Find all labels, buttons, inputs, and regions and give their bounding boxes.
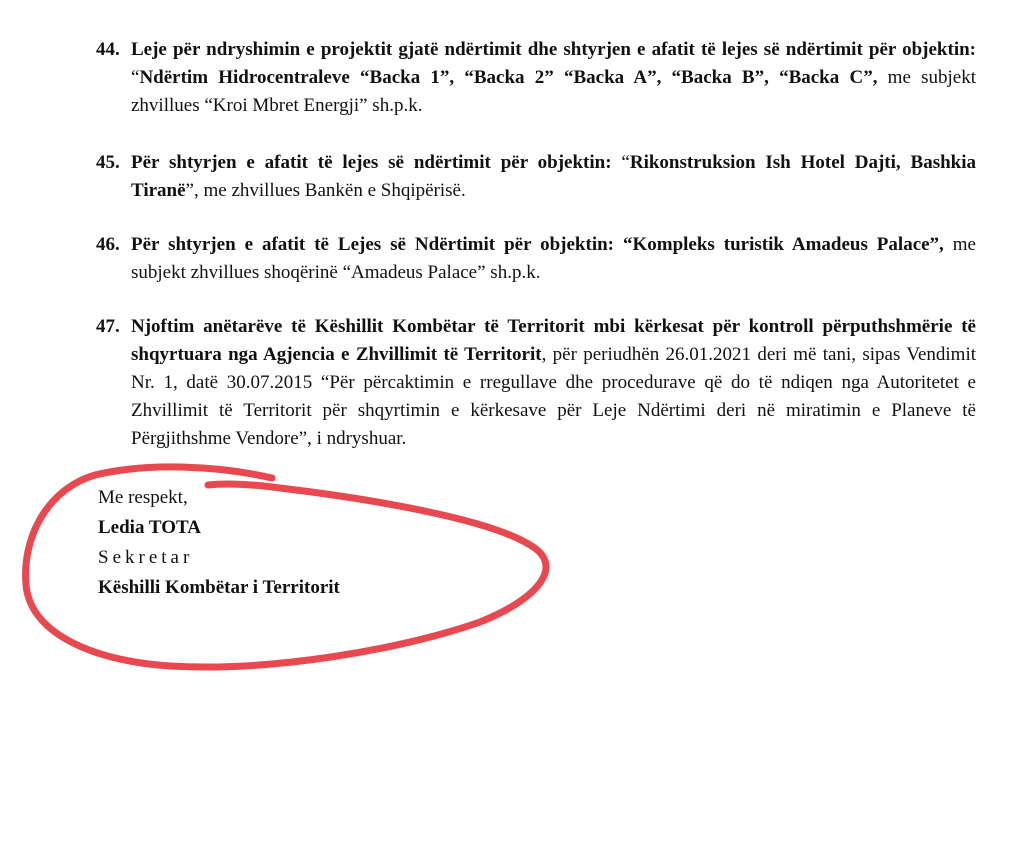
agenda-item-46 (96, 231, 976, 287)
item-text (131, 36, 976, 120)
item-text (131, 231, 976, 287)
item-number: 44. (96, 39, 120, 60)
closing-text: Me respekt, (98, 487, 188, 508)
item-text-regular: , për periudhën 26.01.2021 deri më tani, sipas Vendimit Nr. 1, datë 30.07.2015 “Për përcaktimin e rregullave dhe procedurave që do të ndiqen nga Autoritetet e Zhvillimit të Territorit për shqyrtimin e kërkesave për Leje Ndërtimi deri në miratimin e Planeve të Përgjithshme Vendore”, i ndryshuar. (131, 344, 976, 449)
item-text-bold: Për shtyrjen e afatit të Lejes së Ndërtimit për objektin: “Kompleks turistik Amadeus Palace”, (131, 234, 944, 255)
item-text-regular: “ (621, 152, 630, 173)
signatory-name: Ledia TOTA (98, 517, 201, 538)
item-text-bold: Njoftim anëtarëve të Këshillit Kombëtar të Territorit mbi kërkesat për kontroll përputhshmërie të shqyrtuara nga Agjencia e Zhvillimit të Territorit (131, 316, 976, 365)
item-text-bold: Rikonstruksion Ish Hotel Dajti, Bashkia Tiranë (131, 152, 977, 201)
signature-block (98, 483, 340, 603)
agenda-item-44 (96, 36, 976, 120)
item-text-regular: me subjekt zhvillues “Kroi Mbret Energji” sh.p.k. (131, 67, 976, 116)
item-number: 45. (96, 152, 120, 173)
item-text (131, 149, 976, 205)
item-text-bold: Ndërtim Hidrocentraleve “Backa 1”, “Backa 2” “Backa A”, “Backa B”, “Backa C”, (139, 67, 878, 88)
item-number: 46. (96, 234, 120, 255)
item-text (131, 313, 976, 453)
item-text-bold: Leje për ndryshimin e projektit gjatë ndërtimit dhe shtyrjen e afatit të lejes së ndërtimit për objektin: (131, 39, 976, 60)
agenda-item-47 (96, 313, 976, 453)
signatory-title: Sekretar (98, 547, 194, 568)
item-number: 47. (96, 316, 120, 337)
item-text-regular: me subjekt zhvillues shoqërinë “Amadeus Palace” sh.p.k. (131, 234, 976, 283)
organization-name: Këshilli Kombëtar i Territorit (98, 577, 340, 598)
item-text-bold: Për shtyrjen e afatit të lejes së ndërtimit për objektin: (131, 152, 622, 173)
item-text-regular: ”, me zhvillues Bankën e Shqipërisë. (185, 180, 466, 201)
agenda-item-45 (96, 149, 976, 205)
item-text-regular: “ (131, 67, 140, 88)
